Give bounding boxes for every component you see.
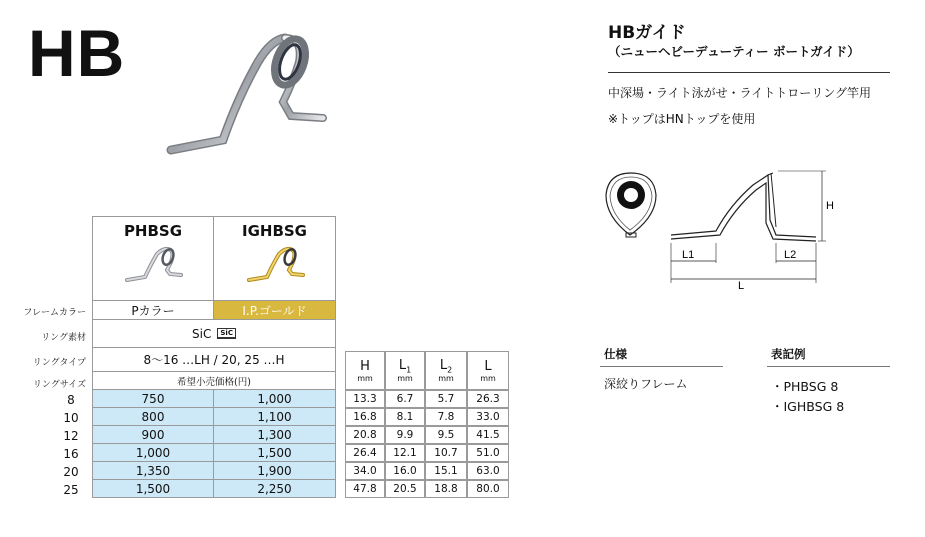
dim-cell: 26.4 xyxy=(345,444,385,462)
row-label-frame-color: フレームカラー xyxy=(23,308,86,318)
dim-cell: 80.0 xyxy=(467,480,509,498)
price-ighbsg: 2,250 xyxy=(214,480,336,498)
dim-cell: 10.7 xyxy=(425,444,467,462)
dim-cell: 63.0 xyxy=(467,462,509,480)
dim-header-unit: mm xyxy=(397,374,413,384)
dim-cell: 47.8 xyxy=(345,480,385,498)
row-label-ring-material: リング素材 xyxy=(41,333,86,343)
notation-divider xyxy=(767,366,890,367)
dim-header-unit: mm xyxy=(438,374,454,384)
spec-divider xyxy=(600,366,723,367)
ring-size: 20 xyxy=(63,465,79,479)
price-phbsg: 900 xyxy=(92,426,214,444)
phbsg-guide-image xyxy=(123,244,183,284)
dim-header-name: L xyxy=(398,357,407,373)
hb-guide-image xyxy=(163,22,333,162)
dim-cell: 6.7 xyxy=(385,390,425,408)
price-ighbsg: 1,100 xyxy=(214,408,336,426)
price-phbsg: 1,500 xyxy=(92,480,214,498)
price-phbsg: 1,000 xyxy=(92,444,214,462)
dim-cell: 9.9 xyxy=(385,426,425,444)
dim-cell: 33.0 xyxy=(467,408,509,426)
ring-material-cell xyxy=(92,320,336,348)
spec-body: 深絞りフレーム xyxy=(604,377,688,391)
price-ighbsg: 1,000 xyxy=(214,390,336,408)
dim-header-unit: mm xyxy=(480,373,496,383)
sic-badge: SiC xyxy=(217,328,236,339)
ring-size: 8 xyxy=(67,393,75,407)
row-label-ring-type: リングタイプ xyxy=(32,358,86,368)
dim-header-name: H xyxy=(360,358,370,374)
dim-cell: 26.3 xyxy=(467,390,509,408)
dim-cell: 9.5 xyxy=(425,426,467,444)
dim-header-name-wrap xyxy=(399,358,411,375)
ighbsg-guide-image xyxy=(245,244,305,284)
guide-name: HBガイド xyxy=(608,23,686,43)
usage-text: 中深場・ライト泳がせ・ライトトローリング竿用 xyxy=(608,86,872,100)
price-phbsg: 750 xyxy=(92,390,214,408)
dim-cell: 20.5 xyxy=(385,480,425,498)
dim-cell: 7.8 xyxy=(425,408,467,426)
header-divider xyxy=(608,72,890,73)
dim-cell: 16.0 xyxy=(385,462,425,480)
spec-heading: 仕様 xyxy=(604,347,627,361)
price-header: 希望小売価格(円) xyxy=(92,372,336,390)
dim-header-h xyxy=(345,351,385,390)
diagram-label-l2: L2 xyxy=(784,249,797,261)
dim-header-name-wrap xyxy=(440,358,452,375)
price-phbsg: 1,350 xyxy=(92,462,214,480)
dim-cell: 18.8 xyxy=(425,480,467,498)
diagram-label-l1: L1 xyxy=(682,249,695,261)
model-name: PHBSG xyxy=(123,222,183,240)
dim-header-unit: mm xyxy=(357,373,373,383)
side-view-frame xyxy=(671,175,816,237)
ring-size: 16 xyxy=(63,447,79,461)
dim-header-l2 xyxy=(425,351,467,390)
page-title: HB xyxy=(28,16,126,90)
dim-header-l xyxy=(467,351,509,390)
dim-cell: 51.0 xyxy=(467,444,509,462)
price-ighbsg: 1,500 xyxy=(214,444,336,462)
dim-header-sub: 1 xyxy=(406,365,412,375)
dim-header-sub: 2 xyxy=(447,365,453,375)
diagram-label-l: L xyxy=(738,280,745,292)
dim-cell: 13.3 xyxy=(345,390,385,408)
dim-cell: 8.1 xyxy=(385,408,425,426)
price-phbsg: 800 xyxy=(92,408,214,426)
frame-color-silver: Pカラー xyxy=(92,300,214,320)
notation-item: ・PHBSG 8 xyxy=(771,379,839,394)
model-column-phbsg xyxy=(92,216,214,300)
dim-cell: 15.1 xyxy=(425,462,467,480)
ring-size: 12 xyxy=(63,429,79,443)
dim-cell: 34.0 xyxy=(345,462,385,480)
dim-header-l1 xyxy=(385,351,425,390)
dim-header-name: L xyxy=(484,358,492,374)
top-note: ※トップはHNトップを使用 xyxy=(608,112,756,126)
dim-header-name: L xyxy=(439,357,448,373)
ring-type-value: 8〜16 …LH / 20, 25 …H xyxy=(92,348,336,372)
dim-cell: 20.8 xyxy=(345,426,385,444)
dim-cell: 5.7 xyxy=(425,390,467,408)
ring-material-value: SiC xyxy=(192,326,212,341)
price-ighbsg: 1,900 xyxy=(214,462,336,480)
price-ighbsg: 1,300 xyxy=(214,426,336,444)
model-column-ighbsg xyxy=(214,216,336,300)
diagram-label-h: H xyxy=(826,200,834,212)
dim-cell: 12.1 xyxy=(385,444,425,462)
notation-item: ・IGHBSG 8 xyxy=(771,399,845,414)
guide-subtitle: （ニューヘビーデューティー ボートガイド） xyxy=(608,44,860,59)
dimension-diagram xyxy=(598,165,838,295)
frame-color-gold: I.P.ゴールド xyxy=(214,300,336,320)
model-name: IGHBSG xyxy=(242,222,307,240)
notation-heading: 表記例 xyxy=(771,347,806,361)
dim-cell: 16.8 xyxy=(345,408,385,426)
row-label-ring-size: リングサイズ xyxy=(32,380,86,390)
ring-size: 10 xyxy=(63,411,79,425)
ring-size: 25 xyxy=(63,483,79,497)
dim-cell: 41.5 xyxy=(467,426,509,444)
